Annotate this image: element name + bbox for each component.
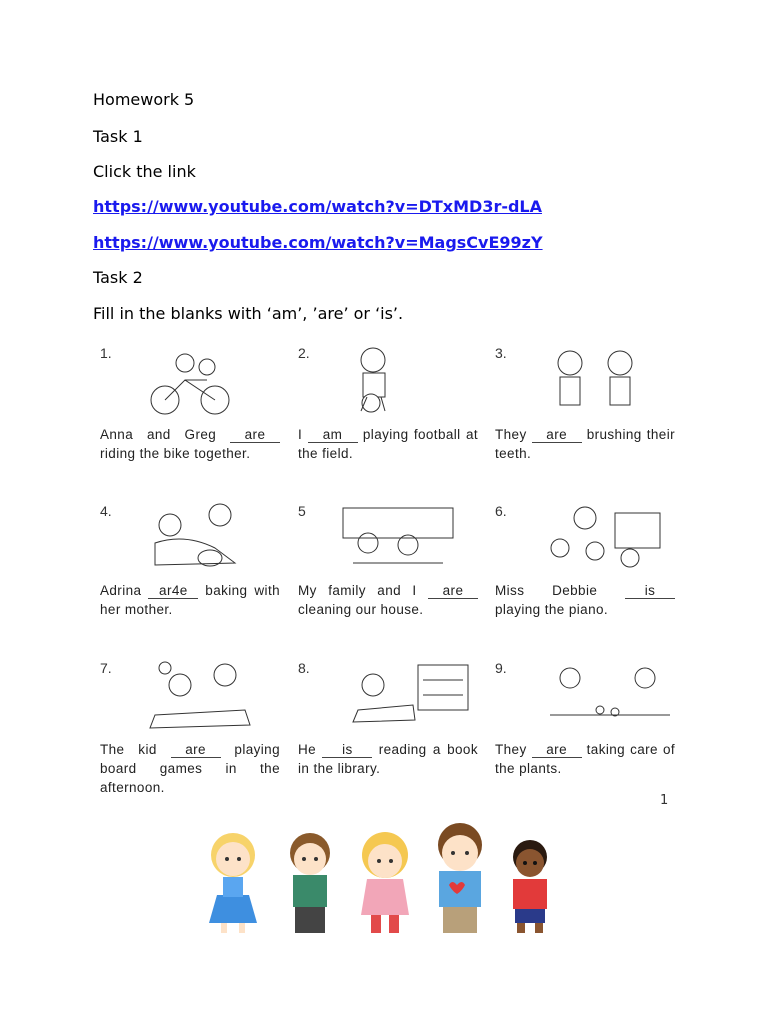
sentence-start: Anna and Greg: [100, 427, 230, 442]
exercise-illustration: [323, 503, 473, 575]
answer-blank[interactable]: ar4e: [148, 584, 198, 599]
sentence-end: playing board games in the afternoon.: [100, 742, 280, 795]
youtube-link-1[interactable]: https://www.youtube.com/watch?v=DTxMD3r-dLA: [93, 197, 543, 216]
exercise-5: [298, 503, 488, 653]
exercise-4: [100, 503, 290, 653]
sentence-start: He: [298, 742, 323, 757]
exercise-number: 5: [298, 503, 306, 519]
answer-blank[interactable]: is: [322, 743, 372, 758]
exercise-sentence: [495, 740, 675, 778]
answer-blank[interactable]: are: [532, 743, 582, 758]
exercise-illustration: [323, 660, 473, 732]
exercise-illustration: [125, 660, 275, 732]
exercise-sentence: [100, 740, 280, 797]
answer-blank[interactable]: am: [308, 428, 358, 443]
exercise-sentence: [298, 425, 478, 463]
exercise-number: 8.: [298, 660, 310, 676]
instruction-fill-blanks: Fill in the blanks with ‘am’, ’are’ or ‘is’.: [93, 304, 404, 323]
sentence-end: playing football at the field.: [298, 427, 478, 461]
exercise-3: [495, 345, 685, 495]
boy-red-shirt: [513, 840, 547, 933]
homework-title: Homework 5: [93, 90, 195, 109]
youtube-link-2[interactable]: https://www.youtube.com/watch?v=MagsCvE99zY: [93, 233, 543, 252]
exercise-6: [495, 503, 685, 653]
sentence-end: playing the piano.: [495, 602, 609, 617]
exercise-number: 4.: [100, 503, 112, 519]
exercise-illustration: [323, 345, 473, 417]
exercise-number: 2.: [298, 345, 310, 361]
boy-heart-shirt: [438, 823, 482, 933]
exercise-8: [298, 660, 488, 810]
sentence-end: brushing their teeth.: [495, 427, 675, 461]
exercise-illustration: [125, 503, 275, 575]
page-mark: 1: [660, 793, 669, 808]
sentence-end: taking care of the plants.: [495, 742, 675, 776]
boy-green-vest: [290, 833, 330, 933]
exercise-sentence: [100, 425, 280, 463]
answer-blank[interactable]: are: [428, 584, 478, 599]
children-illustration: [195, 815, 565, 935]
exercise-number: 9.: [495, 660, 507, 676]
sentence-end: reading a book in the library.: [298, 742, 478, 776]
answer-blank[interactable]: are: [532, 428, 582, 443]
sentence-start: They: [495, 742, 532, 757]
exercise-illustration: [520, 660, 670, 732]
exercise-sentence: [495, 581, 675, 619]
exercise-sentence: [298, 740, 478, 778]
exercise-number: 3.: [495, 345, 507, 361]
exercise-illustration: [520, 345, 670, 417]
sentence-start: They: [495, 427, 532, 442]
girl-blue-dress: [209, 833, 257, 933]
sentence-start: My family and I: [298, 583, 428, 598]
exercise-illustration: [520, 503, 670, 575]
instruction-click-link: Click the link: [93, 162, 196, 181]
girl-pink-dress: [361, 832, 409, 933]
answer-blank[interactable]: is: [625, 584, 675, 599]
exercise-number: 7.: [100, 660, 112, 676]
sentence-end: baking with her mother.: [100, 583, 281, 617]
task2-label: Task 2: [93, 268, 143, 287]
sentence-start: Adrina: [100, 583, 149, 598]
sentence-start: I: [298, 427, 308, 442]
exercise-9: [495, 660, 685, 810]
exercise-illustration: [125, 345, 275, 417]
answer-blank[interactable]: are: [230, 428, 280, 443]
sentence-start: The kid: [100, 742, 171, 757]
exercise-sentence: [100, 581, 280, 619]
answer-blank[interactable]: are: [171, 743, 221, 758]
exercise-number: 1.: [100, 345, 112, 361]
sentence-end: cleaning our house.: [298, 602, 424, 617]
sentence-start: Miss Debbie: [495, 583, 625, 598]
exercise-sentence: [495, 425, 675, 463]
exercise-1: [100, 345, 290, 495]
task1-label: Task 1: [93, 127, 143, 146]
exercise-2: [298, 345, 488, 495]
exercise-7: [100, 660, 290, 810]
sentence-end: riding the bike together.: [100, 446, 251, 461]
exercise-number: 6.: [495, 503, 507, 519]
exercise-sentence: [298, 581, 478, 619]
